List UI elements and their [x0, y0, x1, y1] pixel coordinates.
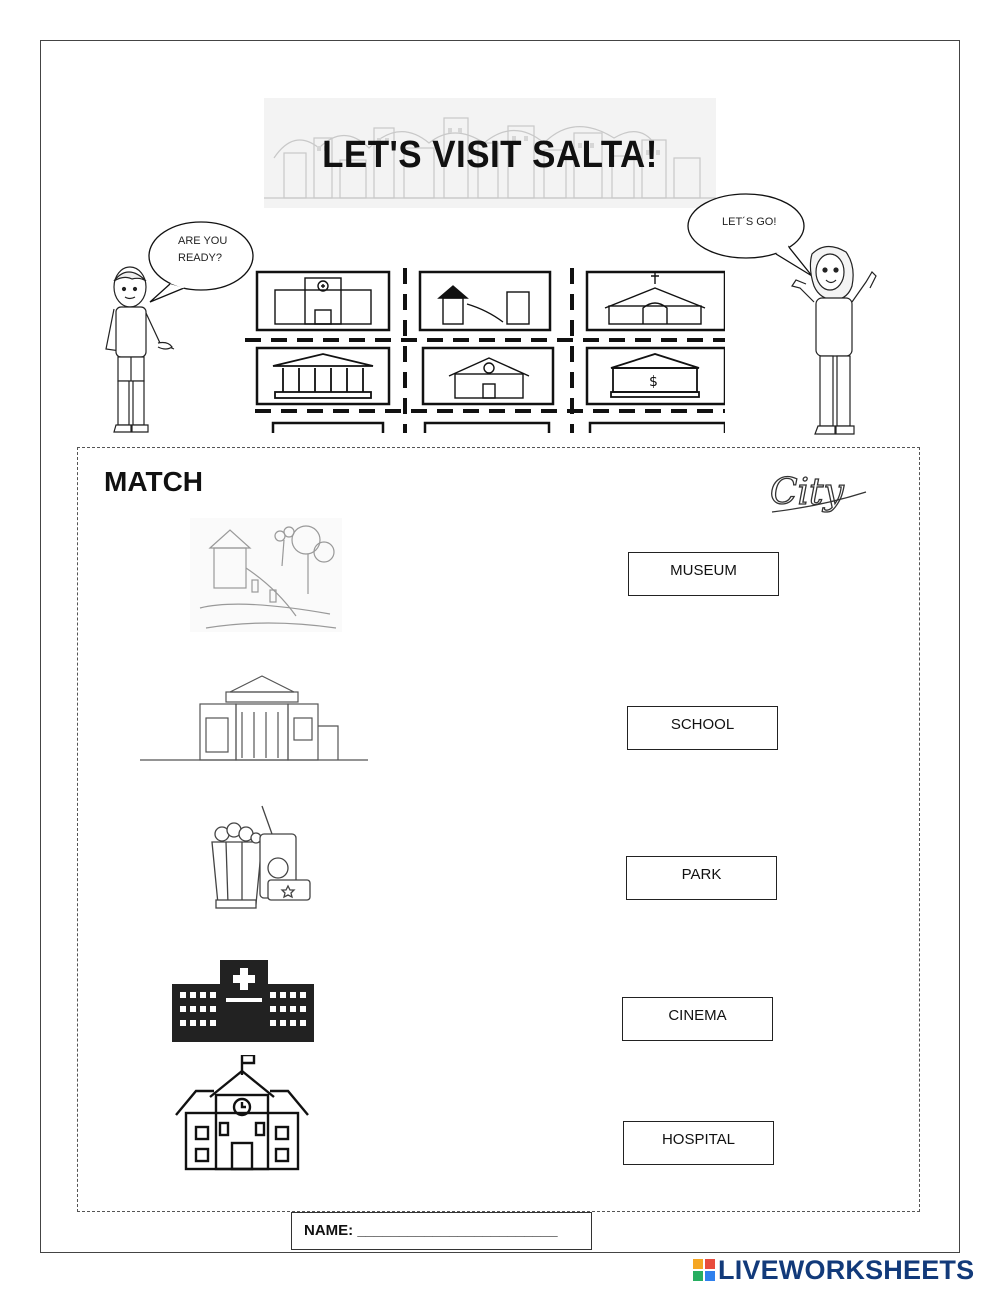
word-box-hospital[interactable]: HOSPITAL — [623, 1121, 774, 1165]
town-map-illustration — [245, 268, 725, 433]
girl-illustration — [790, 240, 885, 440]
city-logo-text: City — [770, 472, 844, 513]
match-title: MATCH — [104, 466, 204, 497]
word-box-cinema[interactable]: CINEMA — [622, 997, 773, 1041]
liveworksheets-brand[interactable] — [692, 1254, 974, 1286]
svg-text:$: $ — [649, 374, 658, 390]
park-picture[interactable] — [190, 518, 342, 632]
title-banner — [264, 98, 716, 208]
word-box-park[interactable]: PARK — [626, 856, 777, 900]
right-bubble-text: LET´S GO! — [722, 216, 777, 228]
word-box-museum[interactable]: MUSEUM — [628, 552, 779, 596]
word-box-school[interactable]: SCHOOL — [627, 706, 778, 750]
school-picture[interactable] — [174, 1055, 310, 1173]
museum-picture[interactable] — [140, 670, 368, 768]
city-logo — [766, 468, 870, 520]
page-title: LET'S VISIT SALTA! — [322, 134, 658, 176]
liveworksheets-logo-icon — [692, 1258, 716, 1282]
hospital-picture[interactable] — [172, 960, 314, 1042]
cinema-picture[interactable] — [206, 800, 316, 912]
left-bubble-line-2: READY? — [178, 252, 223, 264]
boy-illustration — [102, 265, 182, 437]
left-bubble-text — [178, 233, 227, 267]
brand-text: LIVEWORKSHEETS — [718, 1254, 975, 1285]
name-field[interactable]: NAME: ________________________ — [291, 1212, 592, 1250]
left-bubble-line-1: ARE YOU — [178, 235, 228, 247]
